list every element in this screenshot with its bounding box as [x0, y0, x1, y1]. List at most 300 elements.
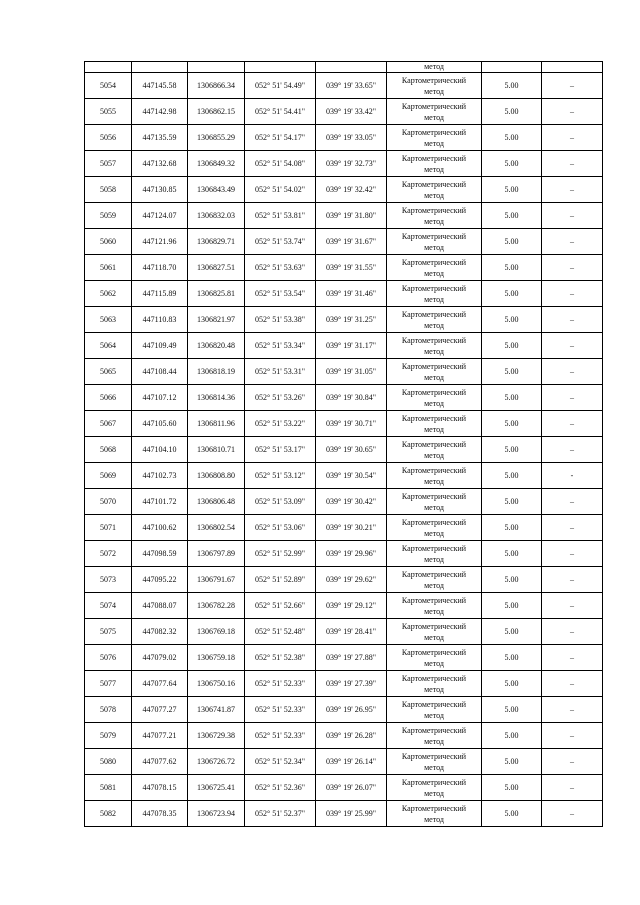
method-line-2: метод [424, 762, 444, 772]
cell-y: 1306814.36 [188, 385, 245, 411]
cell-latitude: 052° 51' 53.06" [245, 515, 316, 541]
cell-latitude: 052° 51' 54.08" [245, 151, 316, 177]
cell-x: 447082.32 [132, 619, 188, 645]
method-line-2: метод [424, 476, 444, 486]
cell-description: – [542, 99, 603, 125]
cell-latitude: 052° 51' 53.63" [245, 255, 316, 281]
method-line-1: Картометрический [401, 596, 467, 605]
table-row [85, 593, 603, 619]
method-line-1: Картометрический [401, 180, 467, 189]
method-line-2: метод [424, 554, 444, 564]
cell-description: – [542, 255, 603, 281]
cell-x: 447115.89 [132, 281, 188, 307]
cell-y: 1306759.18 [188, 645, 245, 671]
cell-y: 1306829.71 [188, 229, 245, 255]
method-line-1: Картометрический [401, 414, 467, 423]
cell-description: – [542, 749, 603, 775]
cell-point-number: 5082 [85, 801, 132, 827]
cell-x: 447078.15 [132, 775, 188, 801]
cell-description: – [542, 307, 603, 333]
cell-point-number: 5079 [85, 723, 132, 749]
method-line-2: метод [424, 190, 444, 200]
cell-method [387, 723, 482, 749]
cell-method [387, 463, 482, 489]
cell-point-number: 5068 [85, 437, 132, 463]
cell-y: 1306729.38 [188, 723, 245, 749]
cell-method [387, 73, 482, 99]
cell-point-number: 5058 [85, 177, 132, 203]
cell-point-number: 5056 [85, 125, 132, 151]
cell-method [387, 619, 482, 645]
cell-accuracy: 5.00 [482, 255, 542, 281]
cell-longitude: 039° 19' 30.54" [316, 463, 387, 489]
cell-method [387, 645, 482, 671]
cell-latitude: 052° 51' 54.17" [245, 125, 316, 151]
method-line-1: Картометрический [401, 76, 467, 85]
cell-latitude: 052° 51' 52.66" [245, 593, 316, 619]
method-line-2: метод [424, 710, 444, 720]
method-line-1: Картометрический [401, 674, 467, 683]
table-row [85, 359, 603, 385]
cell-longitude: 039° 19' 29.62" [316, 567, 387, 593]
cell-longitude: 039° 19' 30.84" [316, 385, 387, 411]
cell-latitude: 052° 51' 53.34" [245, 333, 316, 359]
cell-y: 1306832.03 [188, 203, 245, 229]
cell-description [542, 62, 603, 73]
cell-description: – [542, 723, 603, 749]
cell-point-number: 5054 [85, 73, 132, 99]
cell-y: 1306726.72 [188, 749, 245, 775]
method-line-2: метод [424, 450, 444, 460]
cell-description: – [542, 645, 603, 671]
cell-point-number: 5069 [85, 463, 132, 489]
cell-longitude: 039° 19' 25.99" [316, 801, 387, 827]
cell-x: 447077.62 [132, 749, 188, 775]
cell-longitude: 039° 19' 33.05" [316, 125, 387, 151]
cell-y: 1306862.15 [188, 99, 245, 125]
cell-point-number: 5055 [85, 99, 132, 125]
cell-longitude: 039° 19' 29.96" [316, 541, 387, 567]
cell-method [387, 281, 482, 307]
method-line-2: метод [424, 242, 444, 252]
cell-longitude: 039° 19' 29.12" [316, 593, 387, 619]
cell-y: 1306797.89 [188, 541, 245, 567]
cell-y: 1306821.97 [188, 307, 245, 333]
cell-description: – [542, 411, 603, 437]
cell-description: – [542, 437, 603, 463]
cell-y: 1306791.67 [188, 567, 245, 593]
cell-latitude: 052° 51' 53.12" [245, 463, 316, 489]
cell-description: – [542, 177, 603, 203]
cell-method [387, 593, 482, 619]
cell-description: – [542, 489, 603, 515]
cell-description: - [542, 463, 603, 489]
cell-latitude: 052° 51' 52.99" [245, 541, 316, 567]
cell-accuracy: 5.00 [482, 229, 542, 255]
cell-latitude: 052° 51' 53.81" [245, 203, 316, 229]
cell-description: – [542, 73, 603, 99]
method-line-2: метод [424, 658, 444, 668]
cell-latitude: 052° 51' 53.26" [245, 385, 316, 411]
cell-x: 447142.98 [132, 99, 188, 125]
cell-longitude: 039° 19' 26.07" [316, 775, 387, 801]
cell-longitude [316, 62, 387, 73]
cell-x: 447135.59 [132, 125, 188, 151]
cell-longitude: 039° 19' 31.17" [316, 333, 387, 359]
cell-longitude: 039° 19' 30.42" [316, 489, 387, 515]
cell-x: 447102.73 [132, 463, 188, 489]
cell-y: 1306818.19 [188, 359, 245, 385]
method-line-1: Картометрический [401, 466, 467, 475]
cell-method [387, 177, 482, 203]
cell-point-number: 5062 [85, 281, 132, 307]
cell-x: 447118.70 [132, 255, 188, 281]
cell-accuracy: 5.00 [482, 775, 542, 801]
cell-x: 447110.83 [132, 307, 188, 333]
method-line-2: метод [424, 320, 444, 330]
cell-y: 1306855.29 [188, 125, 245, 151]
cell-x: 447130.85 [132, 177, 188, 203]
method-line-1: Картометрический [401, 128, 467, 137]
cell-point-number: 5075 [85, 619, 132, 645]
cell-point-number: 5061 [85, 255, 132, 281]
cell-y [188, 62, 245, 73]
method-line-1: Картометрический [401, 284, 467, 293]
cell-y: 1306806.48 [188, 489, 245, 515]
cell-longitude: 039° 19' 27.39" [316, 671, 387, 697]
cell-accuracy: 5.00 [482, 801, 542, 827]
cell-point-number: 5074 [85, 593, 132, 619]
method-line-2: метод [424, 372, 444, 382]
cell-latitude: 052° 51' 53.74" [245, 229, 316, 255]
cell-method [387, 541, 482, 567]
cell-method [387, 151, 482, 177]
cell-y: 1306811.96 [188, 411, 245, 437]
cell-accuracy: 5.00 [482, 99, 542, 125]
cell-description: – [542, 203, 603, 229]
cell-x: 447101.72 [132, 489, 188, 515]
cell-longitude: 039° 19' 31.80" [316, 203, 387, 229]
cell-accuracy: 5.00 [482, 697, 542, 723]
cell-description: – [542, 567, 603, 593]
cell-y: 1306808.80 [188, 463, 245, 489]
cell-point-number: 5076 [85, 645, 132, 671]
cell-method [387, 385, 482, 411]
cell-accuracy: 5.00 [482, 671, 542, 697]
cell-point-number: 5081 [85, 775, 132, 801]
cell-x: 447108.44 [132, 359, 188, 385]
cell-x: 447107.12 [132, 385, 188, 411]
cell-x: 447095.22 [132, 567, 188, 593]
cell-point-number: 5064 [85, 333, 132, 359]
table-row [85, 541, 603, 567]
cell-method [387, 99, 482, 125]
cell-accuracy: 5.00 [482, 723, 542, 749]
table-row [85, 73, 603, 99]
cell-point-number: 5080 [85, 749, 132, 775]
cell-longitude: 039° 19' 33.42" [316, 99, 387, 125]
cell-method [387, 671, 482, 697]
cell-longitude: 039° 19' 30.71" [316, 411, 387, 437]
cell-accuracy: 5.00 [482, 437, 542, 463]
method-line-1: Картометрический [401, 232, 467, 241]
cell-accuracy: 5.00 [482, 593, 542, 619]
cell-accuracy: 5.00 [482, 177, 542, 203]
cell-x: 447077.21 [132, 723, 188, 749]
cell-method [387, 489, 482, 515]
cell-method [387, 229, 482, 255]
cell-accuracy: 5.00 [482, 515, 542, 541]
table-row [85, 749, 603, 775]
table-row [85, 255, 603, 281]
method-line-1: Картометрический [401, 726, 467, 735]
cell-description: – [542, 515, 603, 541]
method-line-1: Картометрический [401, 336, 467, 345]
cell-latitude: 052° 51' 53.22" [245, 411, 316, 437]
method-line-1: Картометрический [401, 778, 467, 787]
method-line-2: метод [424, 528, 444, 538]
cell-latitude: 052° 51' 52.33" [245, 697, 316, 723]
table-row [85, 489, 603, 515]
table-row [85, 619, 603, 645]
cell-y: 1306723.94 [188, 801, 245, 827]
cell-x: 447105.60 [132, 411, 188, 437]
cell-y: 1306782.28 [188, 593, 245, 619]
cell-y: 1306866.34 [188, 73, 245, 99]
cell-y: 1306750.16 [188, 671, 245, 697]
continuation-row [85, 62, 603, 73]
cell-method [387, 411, 482, 437]
cell-method [387, 697, 482, 723]
cell-longitude: 039° 19' 31.05" [316, 359, 387, 385]
table-body [85, 62, 603, 827]
cell-description: – [542, 775, 603, 801]
method-line-2: метод [424, 814, 444, 824]
cell-accuracy: 5.00 [482, 281, 542, 307]
cell-method [387, 203, 482, 229]
cell-longitude: 039° 19' 30.21" [316, 515, 387, 541]
cell-accuracy: 5.00 [482, 73, 542, 99]
cell-longitude: 039° 19' 31.67" [316, 229, 387, 255]
cell-longitude: 039° 19' 26.28" [316, 723, 387, 749]
method-line-2: метод [424, 424, 444, 434]
method-line-1: Картометрический [401, 362, 467, 371]
cell-x: 447088.07 [132, 593, 188, 619]
cell-description: – [542, 359, 603, 385]
method-line-1: Картометрический [401, 648, 467, 657]
table-row [85, 281, 603, 307]
table-row [85, 801, 603, 827]
cell-description: – [542, 541, 603, 567]
cell-accuracy: 5.00 [482, 463, 542, 489]
cell-latitude: 052° 51' 53.09" [245, 489, 316, 515]
cell-latitude: 052° 51' 53.31" [245, 359, 316, 385]
method-line-2: метод [424, 580, 444, 590]
cell-method [387, 775, 482, 801]
cell-latitude: 052° 51' 52.36" [245, 775, 316, 801]
cell-method [387, 255, 482, 281]
cell-longitude: 039° 19' 31.55" [316, 255, 387, 281]
method-line-1: Картометрический [401, 700, 467, 709]
cell-y: 1306725.41 [188, 775, 245, 801]
method-line-1: Картометрический [401, 804, 467, 813]
cell-longitude: 039° 19' 31.46" [316, 281, 387, 307]
cell-y: 1306802.54 [188, 515, 245, 541]
method-line-2: метод [424, 164, 444, 174]
cell-y: 1306827.51 [188, 255, 245, 281]
cell-x: 447077.64 [132, 671, 188, 697]
method-line-2: метод [424, 346, 444, 356]
cell-method [387, 515, 482, 541]
cell-method [387, 125, 482, 151]
method-line-1: Картометрический [401, 544, 467, 553]
method-line-2: метод [424, 216, 444, 226]
method-line-2: метод [424, 86, 444, 96]
cell-description: – [542, 671, 603, 697]
cell-point-number: 5065 [85, 359, 132, 385]
cell-method [387, 749, 482, 775]
table-row [85, 307, 603, 333]
method-line-2: метод [424, 788, 444, 798]
cell-x [132, 62, 188, 73]
cell-y: 1306741.87 [188, 697, 245, 723]
cell-y: 1306810.71 [188, 437, 245, 463]
cell-description: – [542, 125, 603, 151]
cell-y: 1306820.48 [188, 333, 245, 359]
table-row [85, 177, 603, 203]
cell-accuracy: 5.00 [482, 411, 542, 437]
table-row [85, 645, 603, 671]
cell-latitude: 052° 51' 52.48" [245, 619, 316, 645]
cell-description: – [542, 151, 603, 177]
cell-longitude: 039° 19' 32.42" [316, 177, 387, 203]
cell-description: – [542, 619, 603, 645]
cell-accuracy: 5.00 [482, 619, 542, 645]
method-line-1: Картометрический [401, 752, 467, 761]
table-row [85, 723, 603, 749]
cell-description: – [542, 281, 603, 307]
table-row [85, 567, 603, 593]
cell-point-number: 5063 [85, 307, 132, 333]
cell-point-number: 5059 [85, 203, 132, 229]
method-line-1: Картометрический [401, 492, 467, 501]
cell-point-number: 5071 [85, 515, 132, 541]
cell-longitude: 039° 19' 27.88" [316, 645, 387, 671]
method-line-1: Картометрический [401, 310, 467, 319]
cell-method [387, 801, 482, 827]
method-line-1: Картометрический [401, 206, 467, 215]
table-row [85, 697, 603, 723]
cell-accuracy: 5.00 [482, 151, 542, 177]
cell-accuracy: 5.00 [482, 359, 542, 385]
cell-accuracy: 5.00 [482, 203, 542, 229]
table-row [85, 125, 603, 151]
cell-longitude: 039° 19' 33.65" [316, 73, 387, 99]
cell-accuracy: 5.00 [482, 645, 542, 671]
table-row [85, 203, 603, 229]
cell-point-number: 5073 [85, 567, 132, 593]
method-line-2: метод [424, 112, 444, 122]
cell-latitude: 052° 51' 52.33" [245, 723, 316, 749]
cell-x: 447145.58 [132, 73, 188, 99]
cell-x: 447132.68 [132, 151, 188, 177]
table-row [85, 671, 603, 697]
cell-point-number: 5060 [85, 229, 132, 255]
method-line-2: метод [424, 398, 444, 408]
cell-point-number: 5066 [85, 385, 132, 411]
cell-point-number: 5072 [85, 541, 132, 567]
cell-longitude: 039° 19' 32.73" [316, 151, 387, 177]
cell-point-number: 5057 [85, 151, 132, 177]
cell-point-number: 5077 [85, 671, 132, 697]
cell-method [387, 333, 482, 359]
method-line-1: Картометрический [401, 102, 467, 111]
cell-description: – [542, 697, 603, 723]
cell-latitude: 052° 51' 53.54" [245, 281, 316, 307]
cell-description: – [542, 801, 603, 827]
cell-latitude: 052° 51' 54.41" [245, 99, 316, 125]
table-row [85, 463, 603, 489]
cell-latitude: 052° 51' 52.33" [245, 671, 316, 697]
cell-y: 1306769.18 [188, 619, 245, 645]
cell-accuracy: 5.00 [482, 333, 542, 359]
method-line-1: Картометрический [401, 622, 467, 631]
method-line-2: метод [424, 632, 444, 642]
method-line-1: Картометрический [401, 154, 467, 163]
cell-point-number: 5067 [85, 411, 132, 437]
method-line-1: Картометрический [401, 388, 467, 397]
cell-latitude: 052° 51' 52.38" [245, 645, 316, 671]
method-line-2: метод [424, 736, 444, 746]
cell-accuracy: 5.00 [482, 385, 542, 411]
cell-x: 447100.62 [132, 515, 188, 541]
method-line-1: Картометрический [401, 570, 467, 579]
table-row [85, 151, 603, 177]
cell-accuracy [482, 62, 542, 73]
cell-latitude: 052° 51' 52.89" [245, 567, 316, 593]
cell-longitude: 039° 19' 26.95" [316, 697, 387, 723]
method-line-2: метод [424, 294, 444, 304]
cell-accuracy: 5.00 [482, 749, 542, 775]
cell-method [387, 307, 482, 333]
cell-longitude: 039° 19' 30.65" [316, 437, 387, 463]
table-row [85, 385, 603, 411]
table-row [85, 411, 603, 437]
method-line-2: метод [424, 684, 444, 694]
cell-description: – [542, 385, 603, 411]
cell-longitude: 039° 19' 31.25" [316, 307, 387, 333]
cell-method [387, 567, 482, 593]
cell-point-number: 5078 [85, 697, 132, 723]
method-line-2: метод [424, 606, 444, 616]
method-line-2: метод [424, 138, 444, 148]
cell-accuracy: 5.00 [482, 541, 542, 567]
table-row [85, 333, 603, 359]
cell-latitude: 052° 51' 53.38" [245, 307, 316, 333]
method-line-1: Картометрический [401, 518, 467, 527]
cell-point-number: 5070 [85, 489, 132, 515]
cell-description: – [542, 333, 603, 359]
cell-x: 447077.27 [132, 697, 188, 723]
cell-y: 1306849.32 [188, 151, 245, 177]
cell-method: метод [387, 62, 482, 73]
cell-y: 1306843.49 [188, 177, 245, 203]
cell-latitude [245, 62, 316, 73]
cell-longitude: 039° 19' 28.41" [316, 619, 387, 645]
method-line-2: метод [424, 502, 444, 512]
cell-latitude: 052° 51' 53.17" [245, 437, 316, 463]
cell-accuracy: 5.00 [482, 307, 542, 333]
